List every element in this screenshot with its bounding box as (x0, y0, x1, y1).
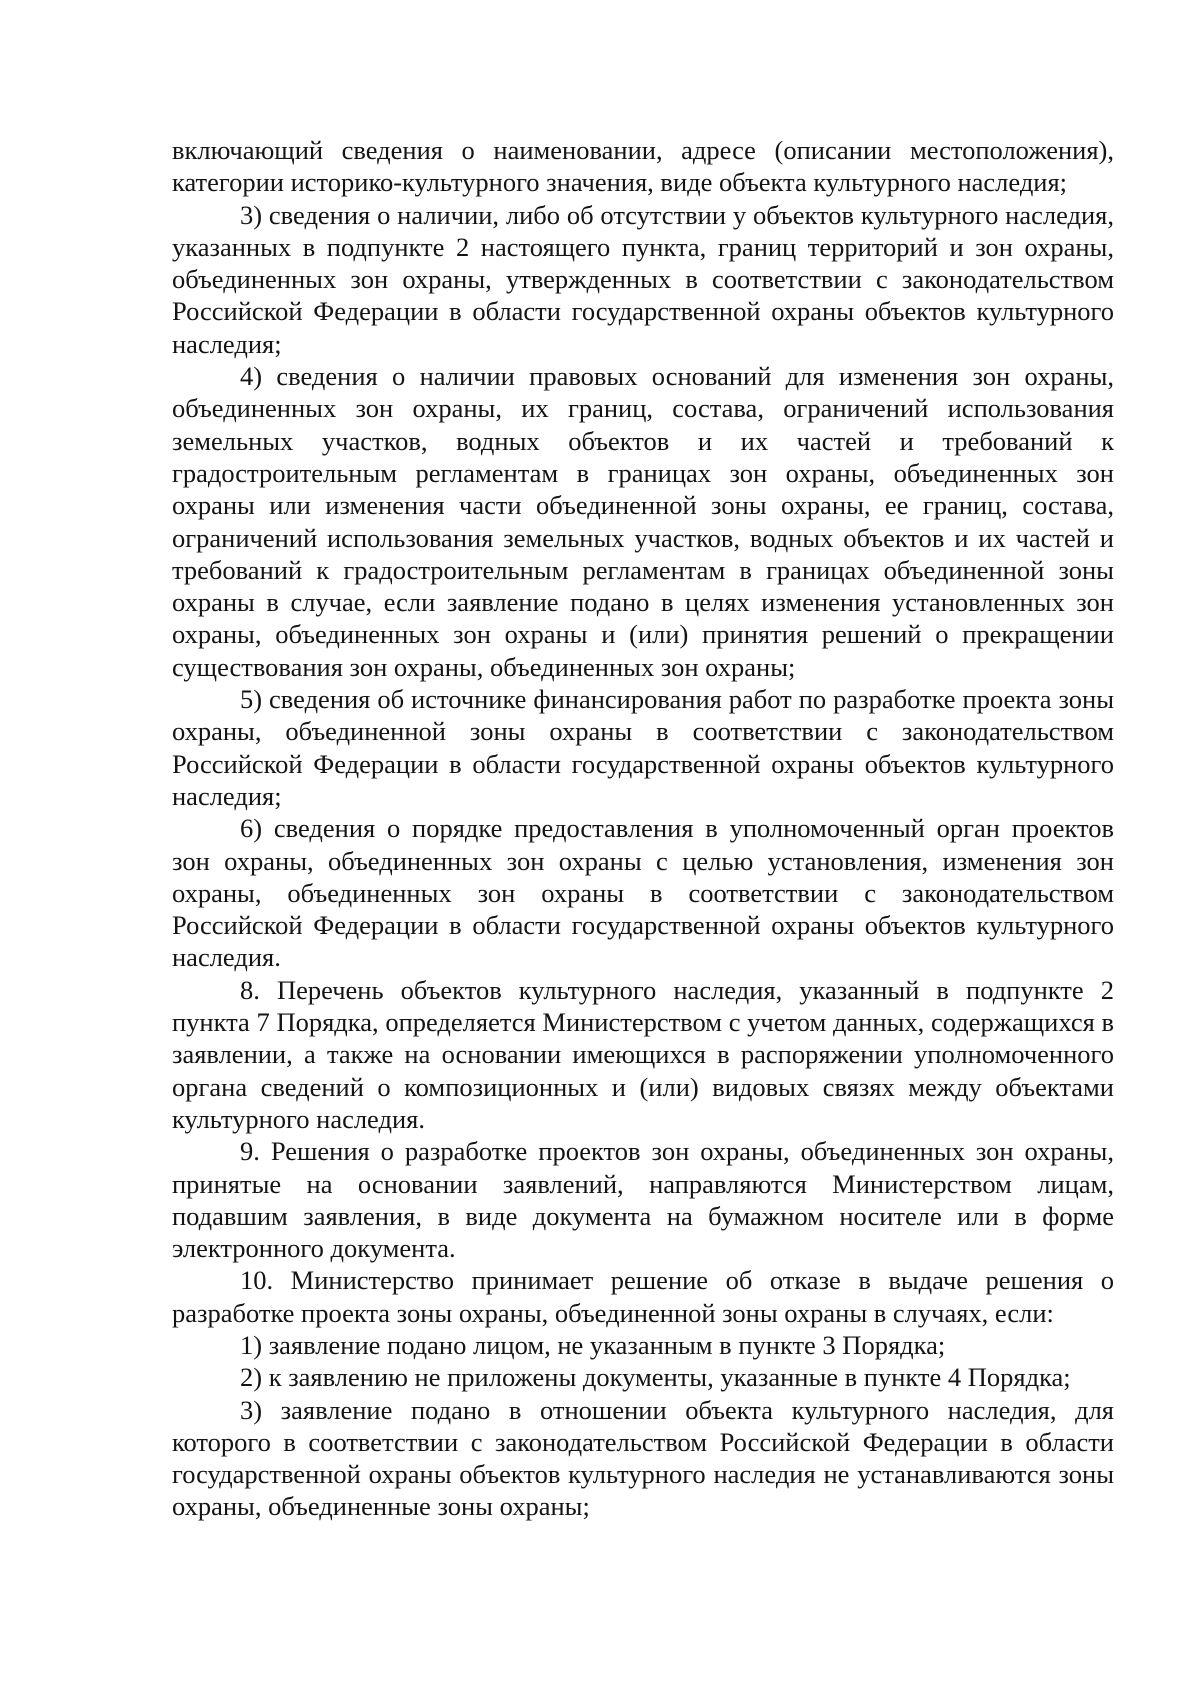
paragraph-item-6: 6) сведения о порядке предоставления в уполномоченный орган проектов зон охраны, объединенных зон охраны с целью установления, изменения зон охраны, объединенных зон охраны в соответствии с законодательством Российской Федерации в области государственной охраны объектов культурного наследия. (172, 813, 1114, 973)
paragraph-subitem-1: 1) заявление подано лицом, не указанным в пункте 3 Порядка; (240, 1329, 946, 1360)
paragraph-point-10: 10. Министерство принимает решение об отказе в выдаче решения о разработке проекта зоны охраны, объединенной зоны охраны в случаях, если: (172, 1265, 1114, 1328)
document-body (172, 134, 1114, 1523)
paragraph-item-4: 4) сведения о наличии правовых оснований для изменения зон охраны, объединенных зон охраны, их границ, состава, ограничений использования земельных участков, водных объектов и их частей и требований к градостроительным регламентам в границах зон охраны, объединенных зон охраны или изменения части объединенной зоны охраны, ее границ, состава, ограничений использования земельных участков, водных объектов и их частей и требований к градостроительным регламентам в границах объединенной зоны охраны в случае, если заявление подано в целях изменения установленных зон охраны, объединенных зон охраны и (или) принятия решений о прекращении существования зон охраны, объединенных зон охраны; (172, 361, 1114, 682)
paragraph-subitem-3: 3) заявление подано в отношении объекта культурного наследия, для которого в соответствии с законодательством Российской Федерации в области государственной охраны объектов культурного наследия не устанавливаются зоны охраны, объединенные зоны охраны; (172, 1394, 1114, 1522)
paragraph-item-5: 5) сведения об источнике финансирования работ по разработке проекта зоны охраны, объединенной зоны охраны в соответствии с законодательством Российской Федерации в области государственной охраны объектов культурного наследия; (172, 684, 1114, 811)
paragraph-point-8: 8. Перечень объектов культурного наследия, указанный в подпункте 2 пункта 7 Порядка, определяется Министерством с учетом данных, содержащихся в заявлении, а также на основании имеющихся в распоряжении уполномоченного органа сведений о композиционных и (или) видовых связях между объектами культурного наследия. (172, 974, 1114, 1134)
paragraph-item-3: 3) сведения о наличии, либо об отсутствии у объектов культурного наследия, указанных в подпункте 2 настоящего пункта, границ территорий и зон охраны, объединенных зон охраны, утвержденных в соответствии с законодательством Российской Федерации в области государственной охраны объектов культурного наследия; (172, 199, 1114, 359)
paragraph-continuation: включающий сведения о наименовании, адресе (описании местоположения), категории историко-культурного значения, виде объекта культурного наследия; (172, 135, 1114, 198)
paragraph-subitem-2: 2) к заявлению не приложены документы, указанные в пункте 4 Порядка; (240, 1362, 1071, 1393)
paragraph-point-9: 9. Решения о разработке проектов зон охраны, объединенных зон охраны, принятые на основании заявлений, направляются Министерством лицам, подавшим заявления, в виде документа на бумажном носителе или в форме электронного документа. (172, 1136, 1114, 1264)
